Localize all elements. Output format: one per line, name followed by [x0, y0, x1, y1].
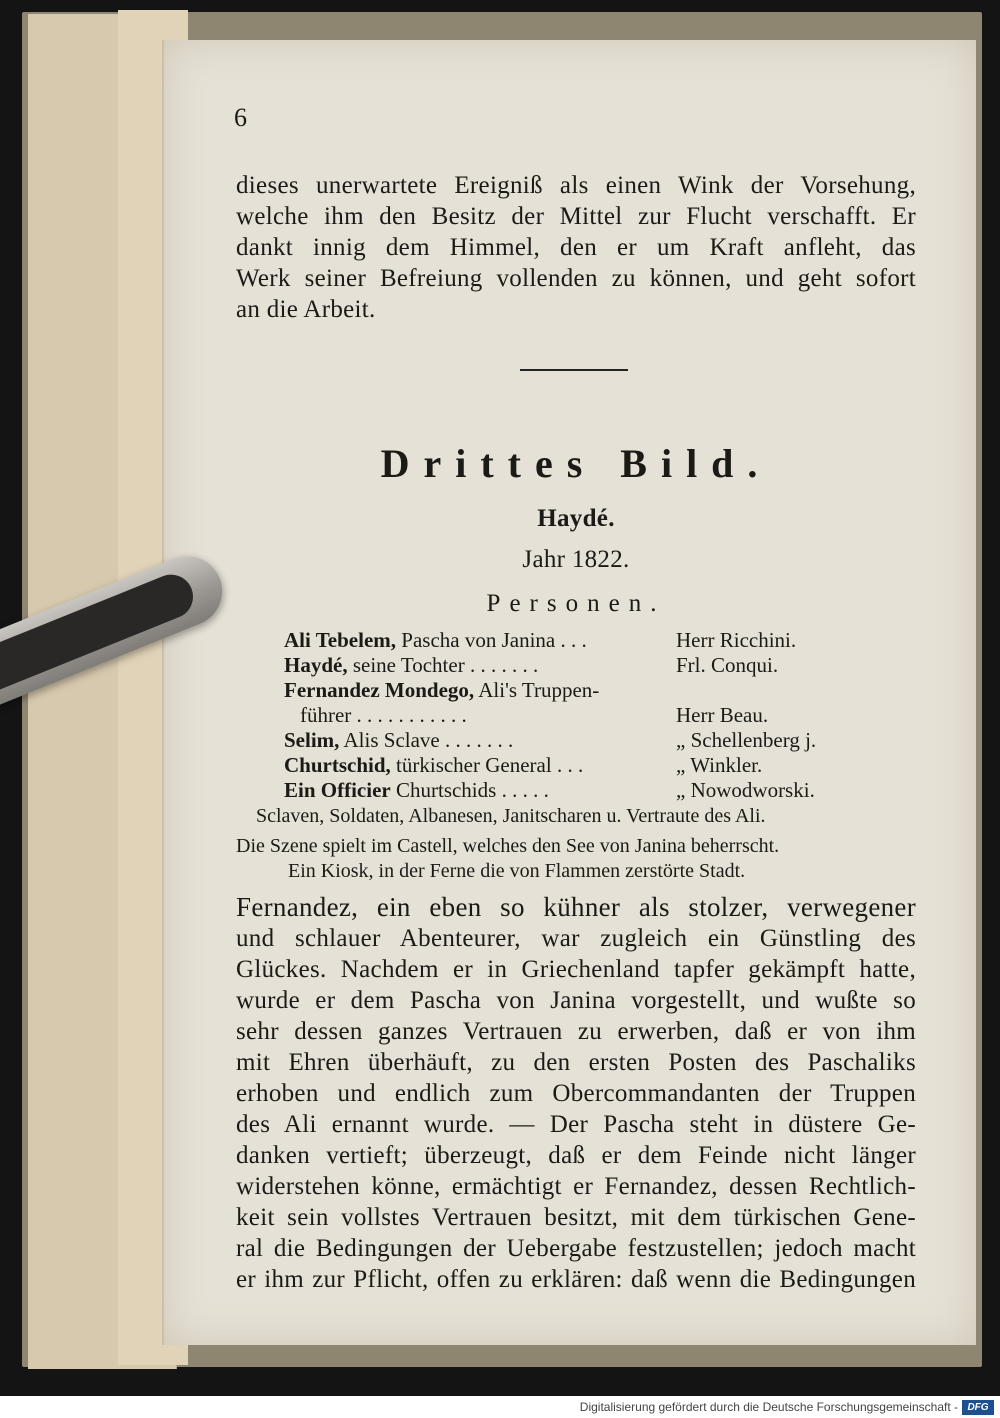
- cast-role: Ali Tebelem, Pascha von Janina . . .: [284, 628, 587, 652]
- scene-line: Die Szene spielt im Castell, welches den See von Janina beherrscht.: [236, 835, 780, 857]
- cast-role: Haydé, seine Tochter . . . . . . .: [284, 653, 539, 677]
- act-subtitle: Haydé.: [537, 505, 615, 532]
- cast-actor: Herr Ricchini.: [676, 628, 797, 652]
- cast-role: Ein Officier Churtschids . . . . .: [284, 778, 549, 802]
- body-line: und schlauer Abenteurer, war zugleich ein Günstling des: [236, 925, 916, 952]
- intro-line: dieses unerwartete Ereigniß als einen Wink der Vorsehung,: [236, 172, 916, 199]
- intro-line: Werk seiner Befreiung vollenden zu können, und geht sofort: [236, 265, 916, 292]
- scene-line: Ein Kiosk, in der Ferne die von Flammen zerstörte Stadt.: [288, 860, 746, 882]
- intro-line: dankt innig dem Himmel, den er um Kraft anfleht, das: [236, 234, 916, 261]
- body-line: des Ali ernannt wurde. — Der Pascha steht in düstere Ge-: [236, 1111, 916, 1138]
- cast-actor: Frl. Conqui.: [676, 653, 779, 677]
- cast-role: Fernandez Mondego, Ali's Truppen-: [284, 678, 600, 702]
- body-line: widerstehen könne, ermächtigt er Fernandez, dessen Rechtlich-: [236, 1173, 916, 1200]
- body-line: Glückes. Nachdem er in Griechenland tapfer gekämpft hatte,: [236, 956, 916, 983]
- section-divider: [520, 369, 628, 371]
- intro-line: welche ihm den Besitz der Mittel zur Flucht verschafft. Er: [236, 203, 916, 230]
- cast-actor: Herr Beau.: [676, 703, 769, 727]
- act-heading: Drittes Bild.: [380, 441, 772, 486]
- body-line: mit Ehren überhäuft, zu den ersten Posten des Paschaliks: [236, 1049, 916, 1076]
- dfg-logo-icon: DFG: [962, 1400, 994, 1415]
- funding-notice: Digitalisierung gefördert durch die Deutsche Forschungsgemeinschaft -: [579, 1400, 958, 1414]
- persons-heading: Personen.: [486, 590, 666, 617]
- body-line: er ihm zur Pflicht, offen zu erklären: daß wenn die Bedingungen: [236, 1266, 916, 1293]
- page-number: 6: [234, 103, 247, 132]
- extras-line: Sclaven, Soldaten, Albanesen, Janitscharen u. Vertraute des Ali.: [256, 805, 766, 827]
- cast-actor: „ Winkler.: [676, 753, 763, 777]
- intro-line: an die Arbeit.: [236, 296, 376, 323]
- body-line: erhoben und endlich zum Obercommandanten der Truppen: [236, 1080, 916, 1107]
- act-year: Jahr 1822.: [522, 546, 630, 573]
- body-line: keit sein vollstes Vertrauen besitzt, mit dem türkischen Gene-: [236, 1204, 916, 1231]
- body-line: sehr dessen ganzes Vertrauen zu erwerben, daß er von ihm: [236, 1018, 916, 1045]
- body-line: Fernandez, ein eben so kühner als stolzer, verwegener: [236, 892, 916, 922]
- cast-role: Selim, Alis Sclave . . . . . . .: [284, 728, 514, 752]
- cast-role: Churtschid, türkischer General . . .: [284, 753, 584, 777]
- cast-actor: „ Nowodworski.: [676, 778, 815, 802]
- cast-actor: „ Schellenberg j.: [676, 728, 817, 752]
- cast-role: führer . . . . . . . . . . .: [300, 703, 467, 727]
- body-line: wurde er dem Pascha von Janina vorgestellt, und wußte so: [236, 987, 916, 1014]
- footer-bar: [0, 1396, 1000, 1418]
- body-line: danken vertieft; überzeugt, daß er dem Feinde nicht länger: [236, 1142, 916, 1169]
- body-line: ral die Bedingungen der Uebergabe festzustellen; jedoch macht: [236, 1235, 916, 1262]
